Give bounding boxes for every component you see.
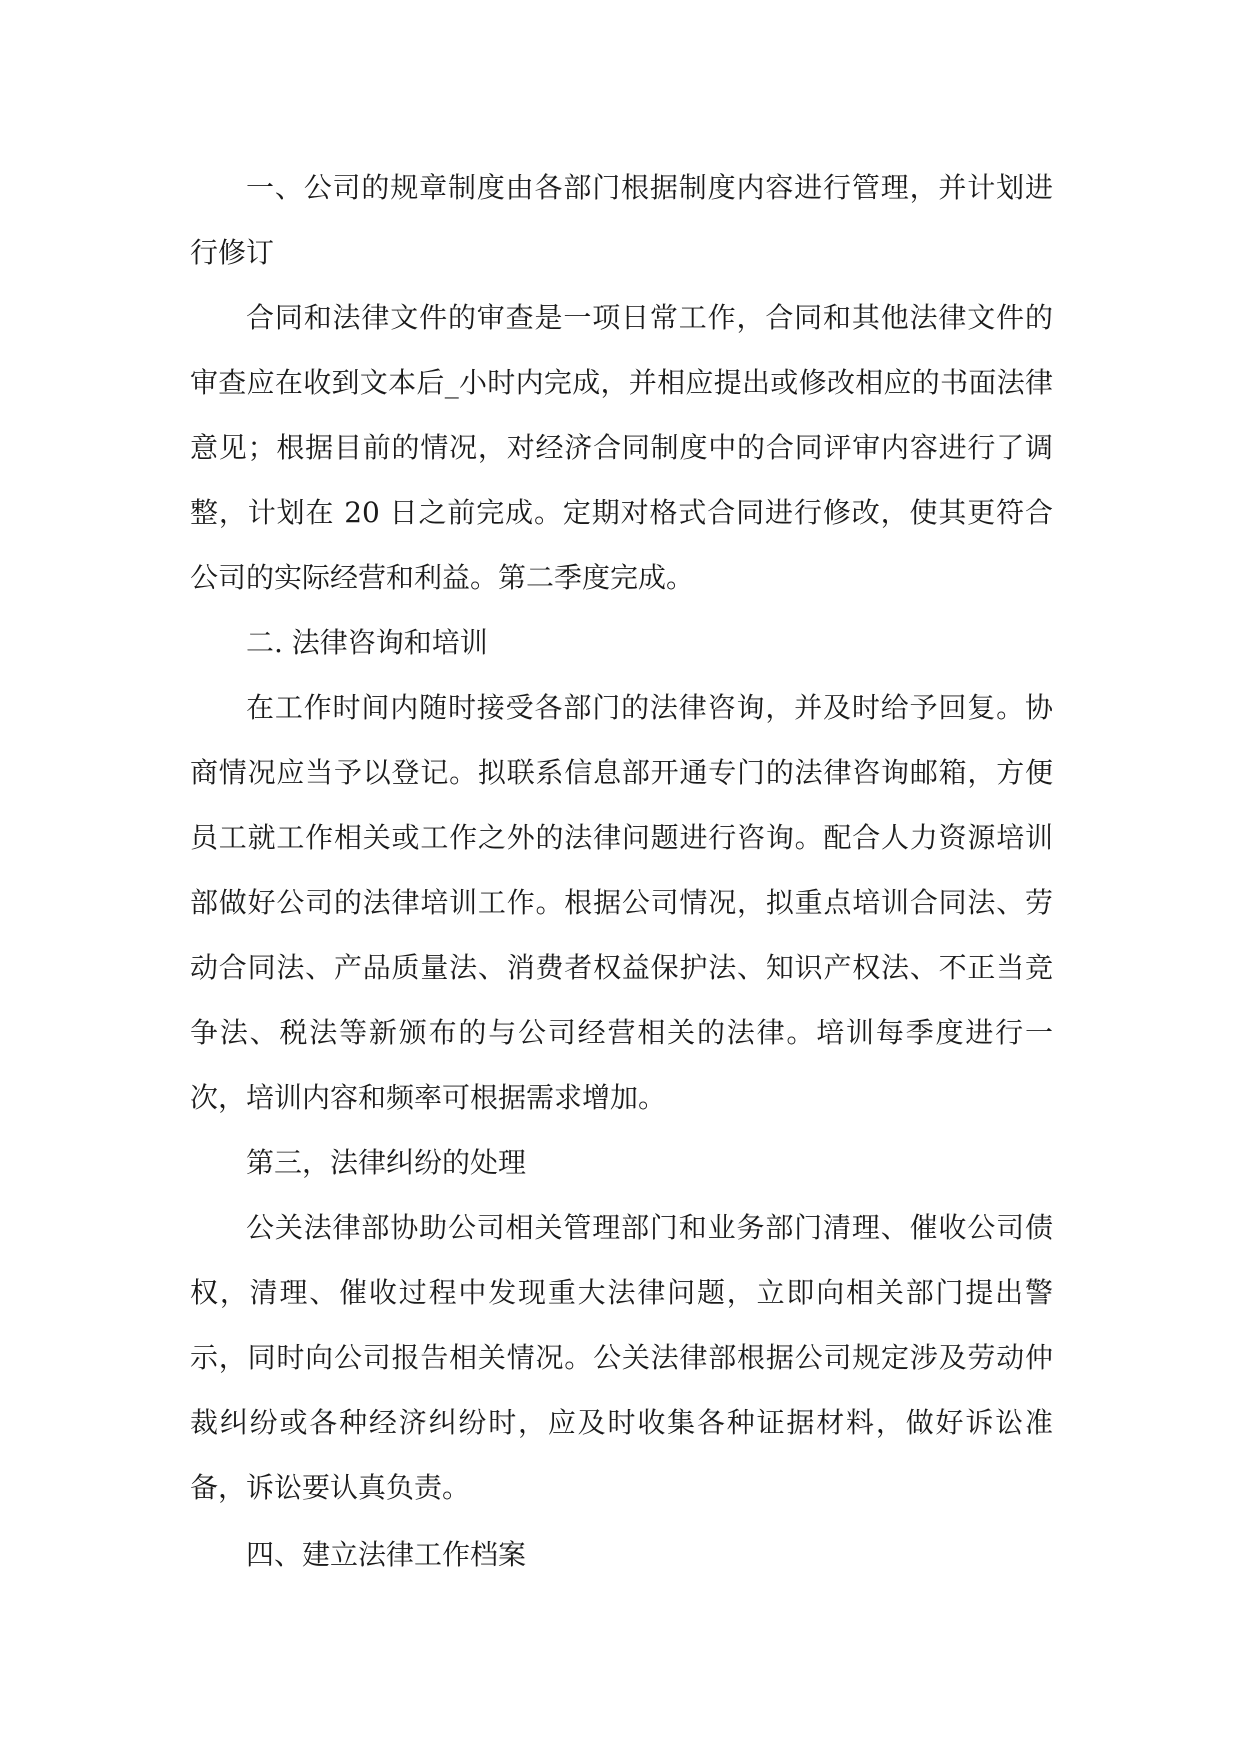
document-body (190, 155, 1053, 1587)
paragraph-contract-review: 合同和法律文件的审查是一项日常工作，合同和其他法律文件的审查应在收到文本后_小时内完成，并相应提出或修改相应的书面法律意见；根据目前的情况，对经济合同制度中的合同评审内容进行了调整，计划在 20 日之前完成。定期对格式合同进行修改，使其更符合公司的实际经营和利益。第二季度完成。 (190, 301, 1053, 594)
paragraph-section-4-heading: 四、建立法律工作档案 (246, 1538, 527, 1571)
paragraph-dispute-handling: 公关法律部协助公司相关管理部门和业务部门清理、催收公司债权，清理、催收过程中发现重大法律问题，立即向相关部门提出警示，同时向公司报告相关情况。公关法律部根据公司规定涉及劳动仲裁纠纷或各种经济纠纷时，应及时收集各种证据材料，做好诉讼准备，诉讼要认真负责。 (190, 1211, 1053, 1504)
paragraph-section-3-heading: 第三，法律纠纷的处理 (246, 1146, 527, 1179)
paragraph-legal-consulting: 在工作时间内随时接受各部门的法律咨询，并及时给予回复。协商情况应当予以登记。拟联系信息部开通专门的法律咨询邮箱，方便员工就工作相关或工作之外的法律问题进行咨询。配合人力资源培训部做好公司的法律培训工作。根据公司情况，拟重点培训合同法、劳动合同法、产品质量法、消费者权益保护法、知识产权法、不正当竞争法、税法等新颁布的与公司经营相关的法律。培训每季度进行一次，培训内容和频率可根据需求增加。 (190, 691, 1053, 1114)
paragraph-section-1-heading: 一、公司的规章制度由各部门根据制度内容进行管理，并计划进行修订 (190, 171, 1053, 269)
paragraph-section-2-heading: 二. 法律咨询和培训 (246, 626, 488, 659)
